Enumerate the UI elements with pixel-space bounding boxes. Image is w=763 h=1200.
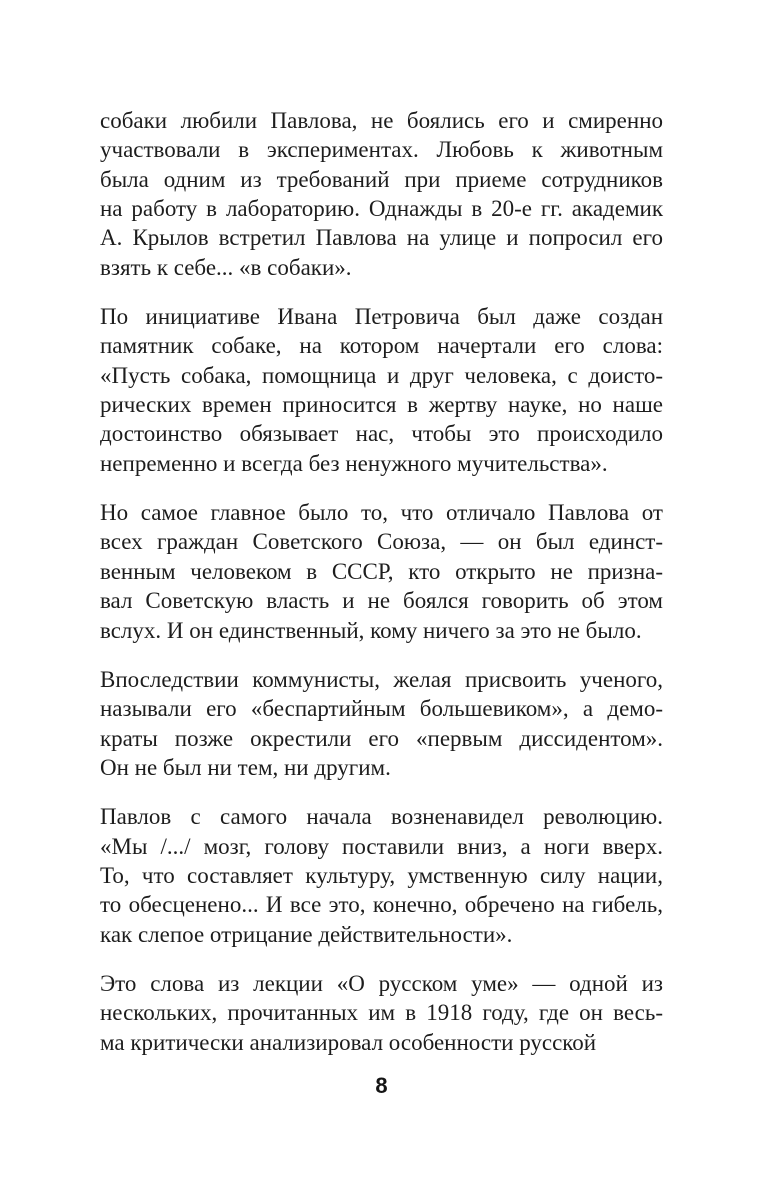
- text-line: рических времен приносится в жертву науке, но наше: [100, 392, 663, 418]
- text-line: памятник собаке, на котором начертали его слова:: [100, 333, 663, 359]
- text-line: Но самое главное было то, что отличало Павлова от: [100, 500, 663, 526]
- text-line: А. Крылов встретил Павлова на улице и попросил его: [100, 225, 663, 251]
- text-line: всех граждан Советского Союза, — он был единст-: [100, 529, 663, 555]
- text-line: достоинство обязывает нас, чтобы это происходило: [100, 421, 663, 447]
- text-line: вслух. И он единственный, кому ничего за это не было.: [100, 617, 642, 643]
- text-line: То, что составляет культуру, умственную силу нации,: [100, 862, 663, 888]
- text-line: Он не был ни тем, ни другим.: [100, 754, 391, 780]
- text-line: Павлов с самого начала возненавидел революцию.: [100, 804, 663, 830]
- text-line: была одним из требований при приеме сотрудников: [100, 166, 663, 192]
- text-line: называли его «беспартийным большевиком», а демо-: [100, 696, 663, 722]
- paragraph: [100, 802, 663, 949]
- page-number: 8: [375, 1073, 388, 1098]
- text-line: то обесценено... И все это, конечно, обречено на гибель,: [100, 892, 663, 918]
- paragraph: [100, 302, 663, 478]
- text-block: [100, 106, 663, 1077]
- paragraph: [100, 498, 663, 645]
- text-line: взять к себе... «в собаки».: [100, 254, 352, 280]
- text-line: участвовали в экспериментах. Любовь к животным: [100, 137, 663, 163]
- paragraph: [100, 106, 663, 282]
- text-line: непременно и всегда без ненужного мучительства».: [100, 450, 608, 476]
- text-line: венным человеком в СССР, кто открыто не призна-: [100, 558, 663, 584]
- text-line: собаки любили Павлова, не боялись его и смиренно: [100, 108, 663, 133]
- paragraph: [100, 665, 663, 782]
- text-line: По инициативе Ивана Петровича был даже создан: [100, 304, 663, 330]
- text-line: нескольких, прочитанных им в 1918 году, где он весь-: [100, 1000, 663, 1026]
- text-line: как слепое отрицание действительности».: [100, 921, 513, 947]
- text-line: Это слова из лекции «О русском уме» — одной из: [100, 970, 663, 996]
- text-line: краты позже окрестили его «первым диссидентом».: [100, 725, 663, 751]
- text-line: Впоследствии коммунисты, желая присвоить ученого,: [100, 666, 663, 692]
- text-line: вал Советскую власть и не боялся говорить об этом: [100, 588, 663, 614]
- text-line: «Пусть собака, помощница и друг человека, с доисто-: [100, 362, 663, 388]
- text-line: ма критически анализировал особенности русской: [100, 1029, 597, 1055]
- text-line: «Мы /.../ мозг, голову поставили вниз, а ноги вверх.: [100, 833, 663, 859]
- paragraph: [100, 969, 663, 1057]
- text-line: на работу в лабораторию. Однажды в 20-е гг. академик: [100, 196, 663, 222]
